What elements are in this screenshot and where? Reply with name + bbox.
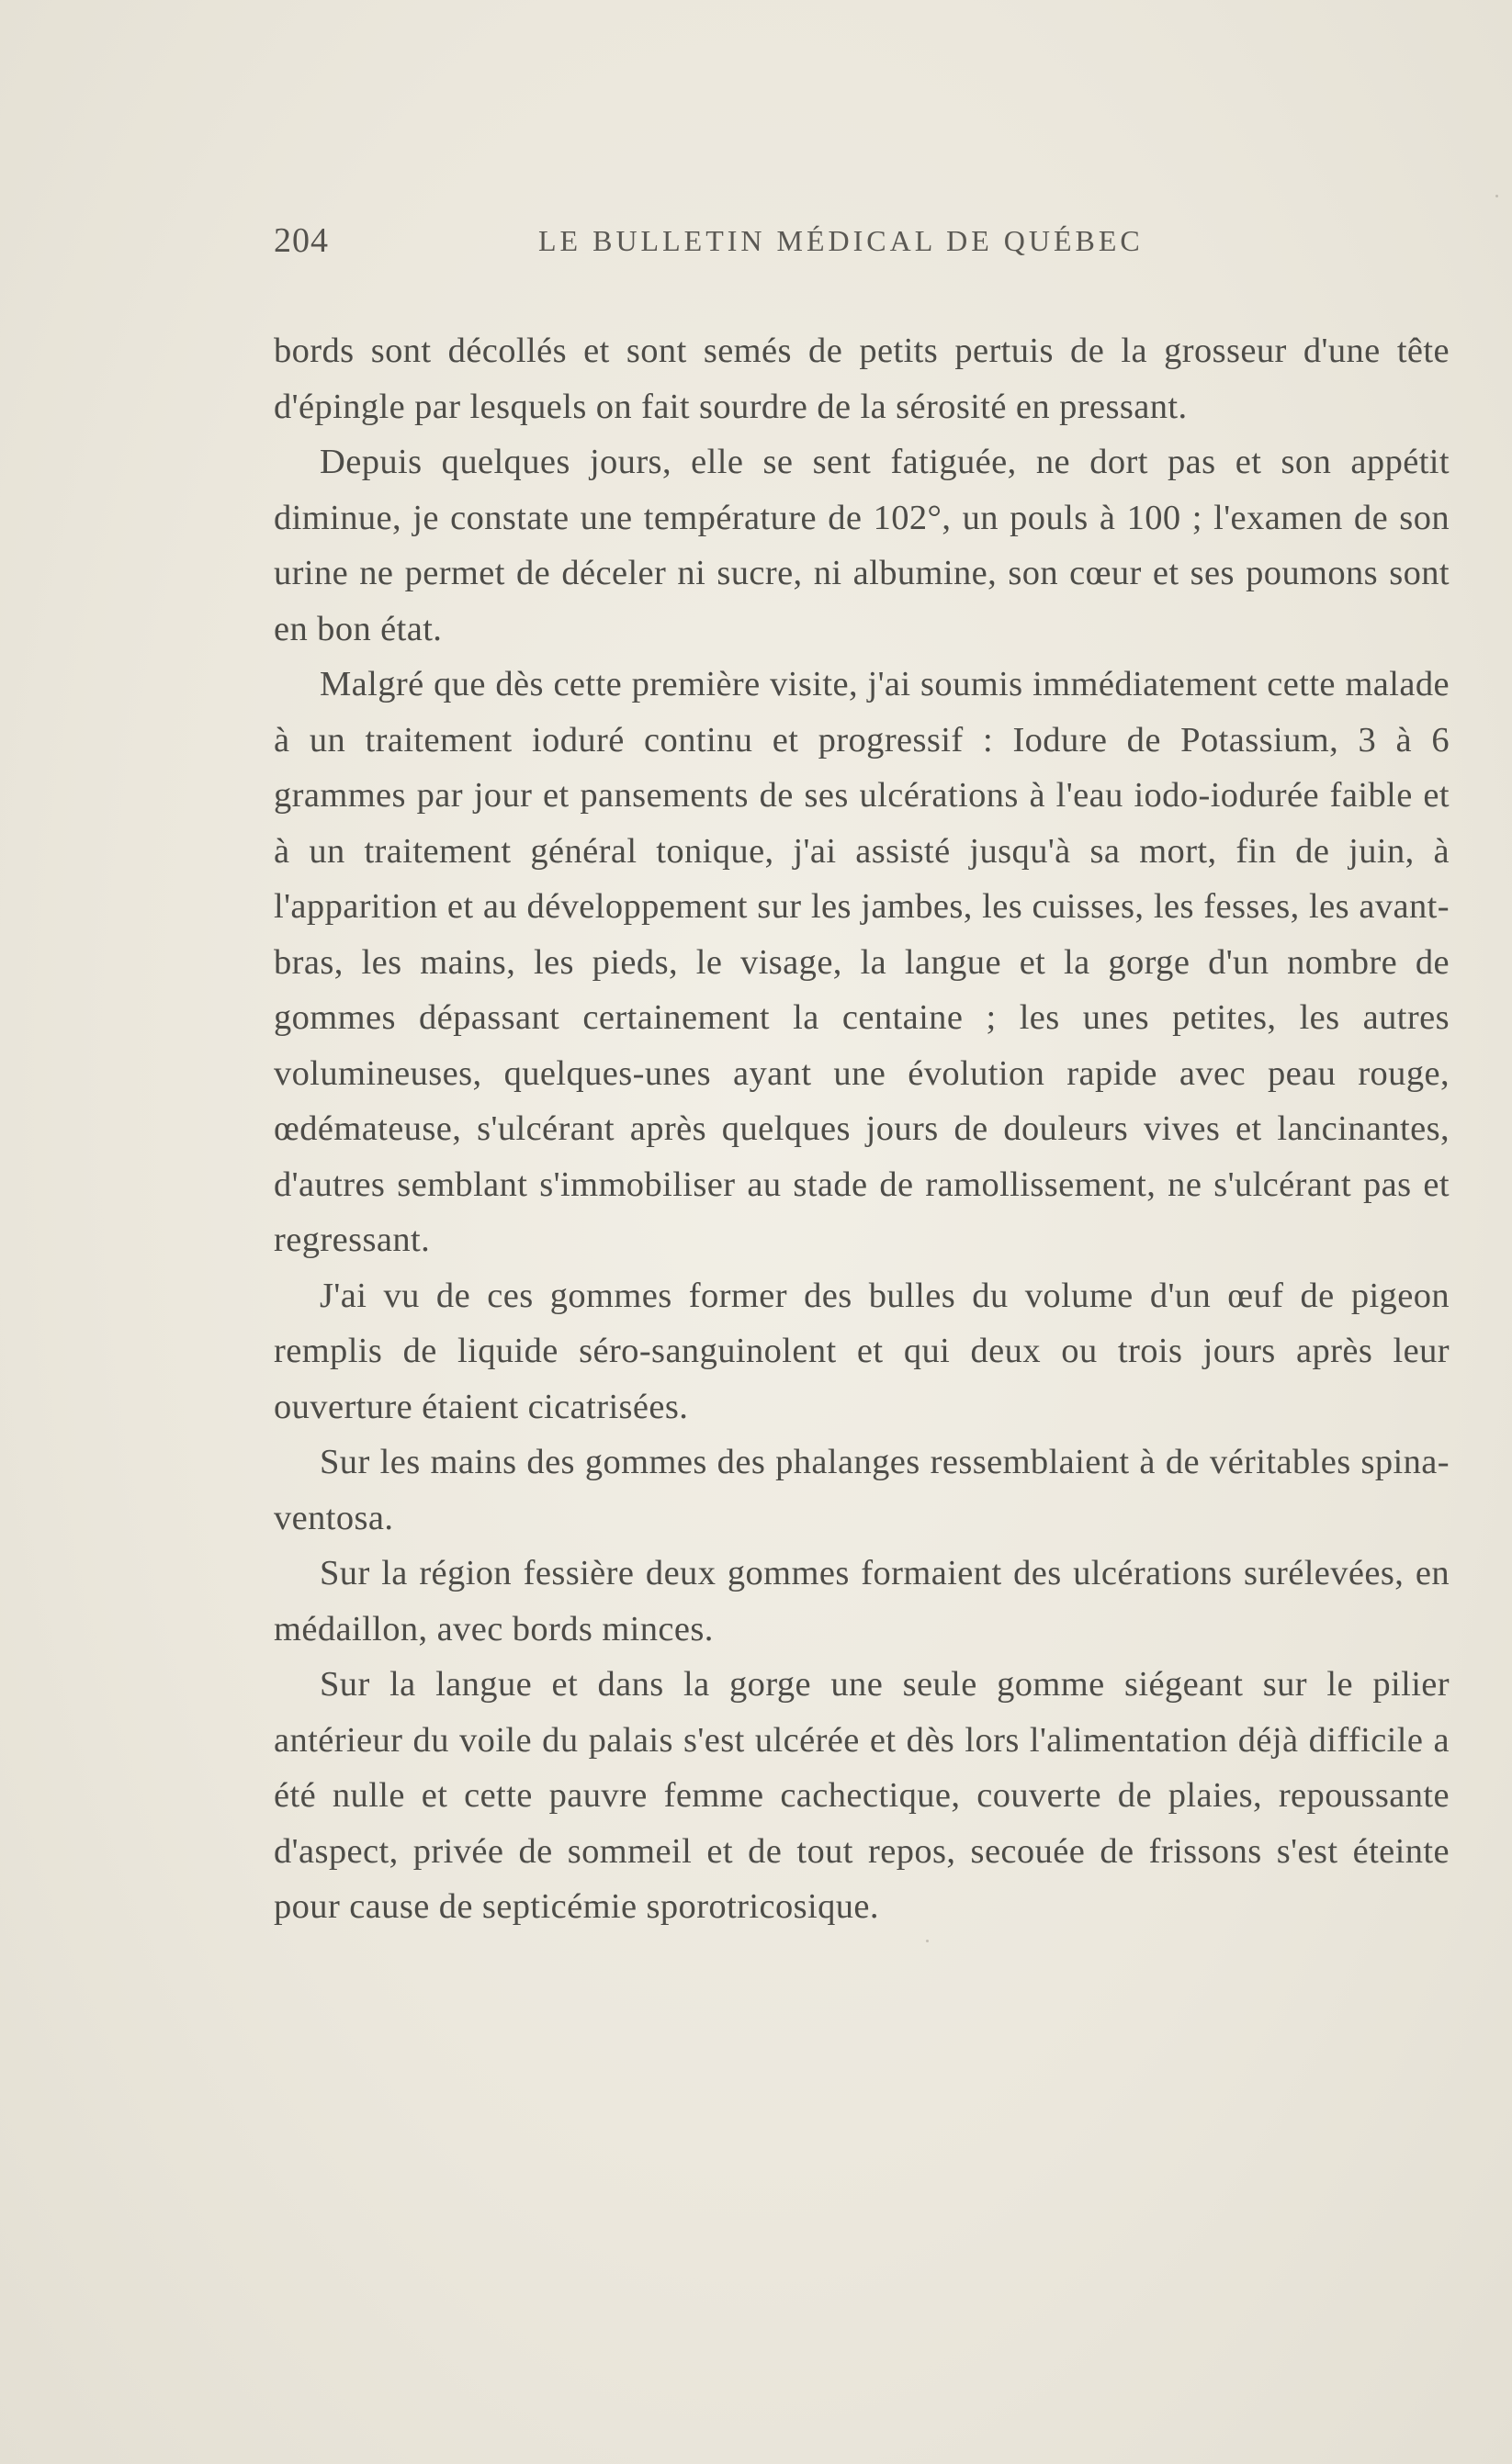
paragraph: J'ai vu de ces gommes former des bulles du volume d'un œuf de pigeon remplis de liquide séro-sanguinolent et qui deux ou trois jours après leur ouverture étaient cicatrisées. (274, 1276, 1450, 1426)
paragraph: Depuis quelques jours, elle se sent fatiguée, ne dort pas et son appétit diminue, je constate une température de 102°, un pouls à 100 ; l'examen de son urine ne permet de déceler ni sucre, ni albumine, son cœur et ses poumons sont en bon état. (274, 443, 1450, 648)
paper-speck (926, 1940, 929, 1942)
paragraph: Sur la langue et dans la gorge une seule gomme siégeant sur le pilier antérieur du voile du palais s'est ulcérée et dès lors l'alimentation déjà difficile a été nulle et cette pauvre femme cachectique, couverte de plaies, repoussante d'aspect, privée de sommeil et de tout repos, secouée de frissons s'est éteinte pour cause de septicémie sporotricosique. (274, 1665, 1450, 1926)
body-text (274, 323, 1450, 1935)
paragraph: Sur les mains des gommes des phalanges ressemblaient à de véritables spina-ventosa. (274, 1443, 1450, 1537)
page-header (274, 220, 1450, 266)
page-number: 204 (274, 221, 329, 260)
paragraph: Sur la région fessière deux gommes formaient des ulcérations surélevées, en médaillon, avec bords minces. (274, 1554, 1450, 1648)
paragraph: Malgré que dès cette première visite, j'ai soumis immédiatement cette malade à un traitement ioduré continu et progressif : Iodure de Potassium, 3 à 6 grammes par jour et pansements de ses ulcérations à l'eau iodo-iodurée faible et à un traitement général tonique, j'ai assisté jusqu'à sa mort, fin de juin, à l'apparition et au développement sur les jambes, les cuisses, les fesses, les avant-bras, les mains, les pieds, le visage, la langue et la gorge d'un nombre de gommes dépassant certainement la centaine ; les unes petites, les autres volumineuses, quelques-unes ayant une évolution rapide avec peau rouge, œdémateuse, s'ulcérant après quelques jours de douleurs vives et lancinantes, d'autres semblant s'immobiliser au stade de ramollissement, ne s'ulcérant pas et regressant. (274, 665, 1450, 1259)
running-title: LE BULLETIN MÉDICAL DE QUÉBEC (538, 224, 1144, 257)
paragraph-continued: bords sont décollés et sont semés de petits pertuis de la grosseur d'une tête d'épingle par lesquels on fait sourdre de la sérosité en pressant. (274, 332, 1450, 426)
paper-speck (1495, 195, 1498, 197)
